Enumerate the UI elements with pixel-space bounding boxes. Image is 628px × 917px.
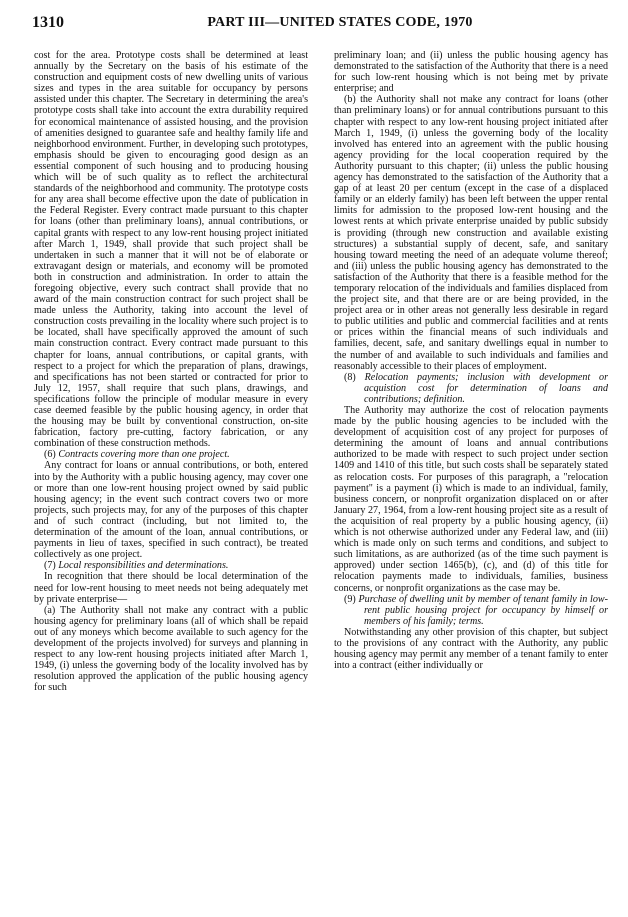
section-title: Contracts covering more than one project. [58,449,230,461]
page-header [32,14,608,34]
body-paragraph: preliminary loan; and (ii) unless the public housing agency has demonstrated to the satisfaction of the Authority that there is a need for such low-rent housing which is not being met by private enterprise; and [334,50,608,95]
section-title: Local responsibilities and determinations. [58,560,229,572]
body-paragraph: cost for the area. Prototype costs shall be determined at least annually by the Secretary on the basis of his estimate of the construction and equipment costs of new dwelling units of various sizes and types in the area suitable for occupancy by persons assisted under this chapter. The Secretary in determining the area's prototype costs shall take into account the extra durability required for economical maintenance of assisted housing, and the provision of amenities designed to guarantee safe and healthy family life and neighborhood environment. Further, in developing such prototypes, emphasis should be given to encouraging good design as an essential component of such housing and to producing housing which will be of such quality as to reflect the architectural standards of the neighborhood and community. The prototype costs for any area shall become effective upon the date of publication in the Federal Register. Every contract made pursuant to this chapter for loans (other than preliminary loans), annual contributions, or capital grants with respect to any low-rent housing project initiated after March 1, 1949, shall provide that such project shall be undertaken in such a manner that it will not be of elaborate or extravagant design or materials, and economy will be promoted both in construction and administration. In order to attain the foregoing objective, every such contract shall provide that no award of the main construction contract for such project shall be made unless the Authority, taking into account the level of construction costs prevailing in the locality where such project is to be located, shall have specifically approved the amount of such main construction contract. Every contract made pursuant to this chapter for loans, annual contributions, or capital grants, with respect to a project for which the preparation of plans, drawings, and specifications has not been started or contracted for prior to July 12, 1957, shall require that such plans, drawings, and specifications follow the principle of modular measure in every case deemed feasible by the public housing agency, in order that the housing may be built by conventional construction, on-site fabrication, factory pre-cutting, factory fabrication, or any combination of these construction methods. [34,50,308,450]
section-number: (7) [44,560,56,572]
section-heading [34,560,308,571]
body-paragraph: In recognition that there should be local determination of the need for low-rent housing to meet needs not being adequately met by private enterprise— [34,571,308,605]
section-title: Relocation payments; inclusion with development or acquistion cost for determination of loans and contributions; definition. [364,371,608,405]
section-heading [334,372,608,405]
section-title: Purchase of dwelling unit by member of tenant family in low-rent public housing project for occupancy by himself or members of his family; terms. [358,593,608,627]
section-number: (8) [344,371,356,383]
section-number: (9) [344,593,356,605]
section-number: (6) [44,449,56,461]
section-heading [34,449,308,460]
page-number: 1310 [32,14,64,31]
running-head: PART III—UNITED STATES CODE, 1970 [207,15,473,30]
body-paragraph: Notwithstanding any other provision of this chapter, but subject to the provisions of any contract with the Authority, any public housing agency may permit any member of a tenant family to enter into a contract (either individually or [334,626,608,672]
left-column [34,50,308,908]
body-paragraph: The Authority may authorize the cost of relocation payments made by the public housing agencies to be included with the development of acquisition cost of any project for purposes of determining the amount of loans and annual contributions authorized to be made with respect to such project under section 1409 and 1410 of this title, but such costs shall be separately stated as relocation costs. For purposes of this paragraph, a "relocation payment" is a payment (i) which is made to an individual, family, business concern, or nonprofit organization displaced on or after January 27, 1964, from a low-rent housing project site as a result of the acquisition of real property by a public housing agency, (ii) which is not otherwise authorized under any Federal law, and (iii) which is made only on such terms and conditions, and subject to such limitations, as are authorized (as of the time such payment is approved) under section 1465(b), (c), and (d) of this title for relocation payments made to individuals, families, business concerns, or nonprofit organizations as the case may be. [334,405,608,594]
section-heading [334,594,608,627]
right-column [334,50,608,908]
body-paragraph: (a) The Authority shall not make any contract with a public housing agency for preliminary loans (all of which shall be repaid out of any moneys which become available to such agency for the development of the projects involved) for surveys and planning in respect to any low-rent housing projects initiated after March 1, 1949, (i) unless the governing body of the locality involved has by resolution approved the application of the public housing agency for such [34,604,308,694]
body-paragraph: Any contract for loans or annual contributions, or both, entered into by the Authority with a public housing agency, may cover one or more than one low-rent housing project owned by said public housing agency; in the event such contract covers two or more projects, such projects may, for any of the purposes of this chapter and of such contract (including, but not limited to, the determination of the amount of the loan, annual contributions, or payments in lieu of taxes, specified in such contract), be treated collectively as one project. [34,460,308,561]
body-paragraph: (b) the Authority shall not make any contract for loans (other than preliminary loans) or for annual contributions pursuant to this chapter with respect to any low-rent housing project initiated after March 1, 1949, (i) unless the governing body of the locality involved has entered into an agreement with the public housing agency providing for the local cooperation required by the Authority pursuant to this chapter; (ii) unless the public housing agency has demonstrated to the satisfaction of the Authority that a gap of at least 20 per centum (except in the case of a displaced family or an elderly family) has been left between the upper rental limits for admission to the proposed low-rent housing and the lowest rents at which private enterprise unaided by public subsidy is providing (through new construction and available existing structures) a substantial supply of decent, safe, and sanitary housing toward meeting the need of an adequate volume thereof; and (iii) unless the public housing agency has demonstrated to the satisfaction of the Authority that there is a feasible method for the temporary relocation of the individuals and families displaced from the project site, and that there are or are being provided, in the project area or in other areas not generally less desirable in regard to public utilities and public and commercial facilities and at rents or prices within the financial means of such individuals and families, decent, safe, and sanitary dwellings equal in number to the number of and available to such individuals and families and reasonably accessible to their places of employment. [334,94,608,372]
